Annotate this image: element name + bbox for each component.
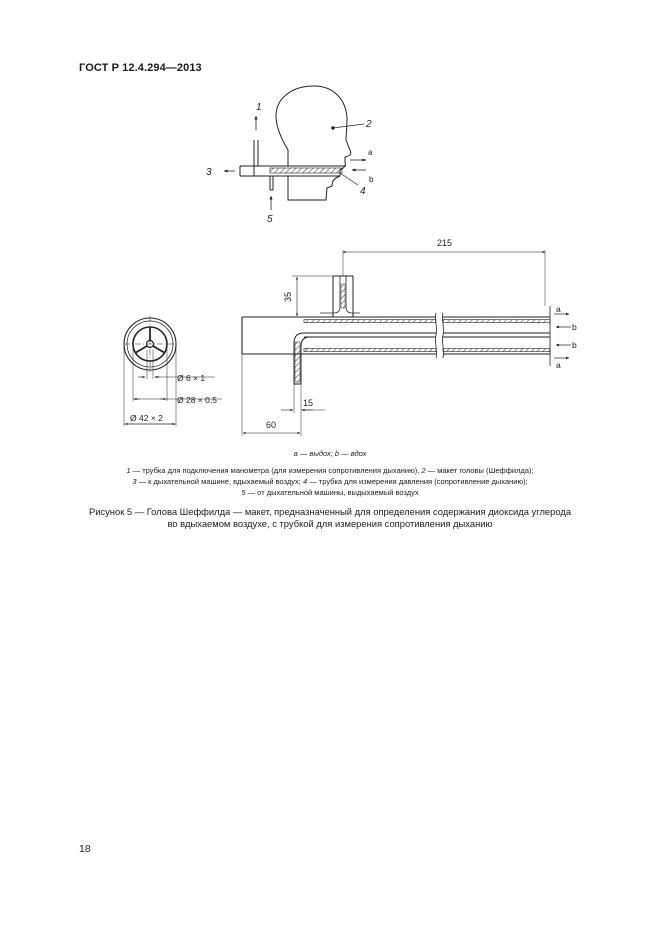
dim-width-15: 15 bbox=[303, 398, 314, 408]
dim-inner-diameter: Ø 6 × 1 bbox=[177, 373, 206, 383]
tube-cross-section bbox=[124, 316, 222, 426]
flow-label-b-upper: b bbox=[572, 322, 577, 332]
legend-text: — от дыхательной машины, выдыхаемый воздух bbox=[245, 488, 419, 497]
leader-4 bbox=[340, 173, 358, 185]
legend-num: 3 bbox=[132, 477, 137, 486]
dim-width-60: 60 bbox=[266, 420, 277, 430]
dim-length-215: 215 bbox=[437, 238, 453, 248]
figure-legend bbox=[60, 465, 600, 498]
page-number: 18 bbox=[79, 843, 91, 855]
tube-longitudinal-section bbox=[242, 250, 571, 436]
legend-num: 5 bbox=[241, 488, 246, 497]
callout-2: 2 bbox=[366, 119, 372, 130]
dim-height-35: 35 bbox=[283, 291, 293, 302]
callout-3: 3 bbox=[206, 167, 212, 178]
flow-note: а — выдох; b — вдох bbox=[293, 449, 367, 458]
dim-middle-diameter: Ø 28 × 0,5 bbox=[177, 395, 217, 405]
neck-plate-hatch bbox=[270, 168, 342, 173]
legend-num: 1 bbox=[126, 466, 131, 475]
flow-label-a-bottom: a bbox=[556, 360, 561, 370]
callout-4: 4 bbox=[360, 186, 366, 197]
legend-line-1 bbox=[60, 465, 600, 476]
head-view-labels bbox=[206, 102, 374, 225]
leader-2 bbox=[333, 124, 364, 128]
legend-text: — трубка для подключения манометра (для измерения сопротивления дыханию), bbox=[130, 466, 422, 475]
head-outline bbox=[276, 86, 351, 200]
legend-line-2 bbox=[60, 476, 600, 487]
callout-a: a bbox=[368, 148, 373, 157]
legend-line-3 bbox=[60, 487, 600, 498]
dim-outer-diameter: Ø 42 × 2 bbox=[130, 413, 163, 423]
head-view bbox=[224, 86, 366, 210]
flow-label-a-top: a bbox=[556, 304, 561, 314]
legend-num: 2 bbox=[421, 466, 426, 475]
flow-label-b-lower: b bbox=[572, 340, 577, 350]
legend-num: 4 bbox=[302, 477, 308, 486]
legend-text: — макет головы (Шеффилда); bbox=[425, 466, 534, 475]
figure-caption bbox=[60, 506, 600, 530]
document-header: ГОСТ Р 12.4.294—2013 bbox=[79, 62, 202, 74]
legend-text: — трубка для измерения давления (сопротивление дыханию); bbox=[307, 477, 528, 486]
caption-line-1: Рисунок 5 — Голова Шеффилда — макет, предназначенный для определения содержания диоксида углерода bbox=[88, 506, 572, 517]
caption-line-2: во вдыхаемом воздухе, с трубкой для измерения сопротивления дыханию bbox=[167, 518, 493, 529]
callout-5: 5 bbox=[267, 214, 273, 225]
callout-b: b bbox=[369, 175, 374, 184]
legend-text: — к дыхательной машине, вдыхаемый воздух; bbox=[136, 477, 303, 486]
callout-1: 1 bbox=[256, 102, 262, 113]
